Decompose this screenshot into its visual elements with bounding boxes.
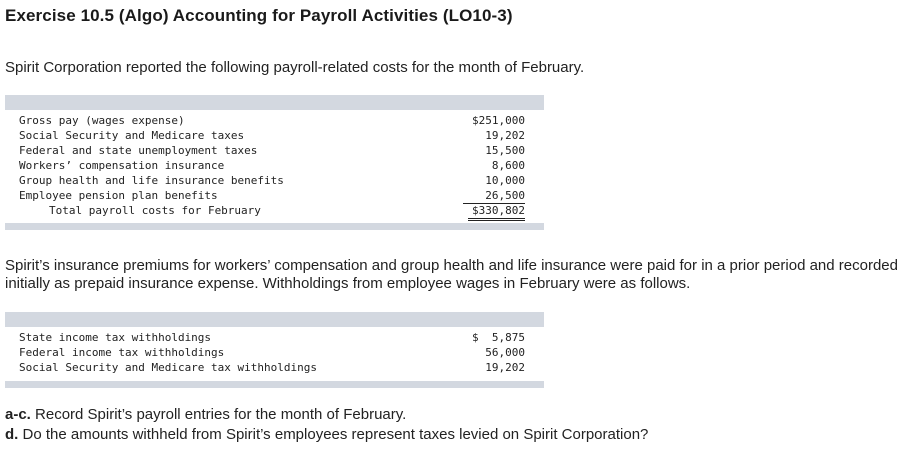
- table-row: [5, 113, 544, 128]
- payroll-costs-table: [5, 95, 544, 230]
- row-amount: 8,600: [491, 159, 525, 172]
- middle-paragraph: Spirit’s insurance premiums for workers’ compensation and group health and life insurance were paid for in a prior period and recorded initially as prepaid insurance expense. Withholdings from employee wages in February were as follows.: [5, 257, 898, 292]
- question-text: Do the amounts withheld from Spirit’s employees represent taxes levied on Spirit Corporation?: [18, 426, 649, 443]
- table-header-bar: [5, 312, 544, 327]
- row-amount: 19,202: [485, 129, 525, 142]
- table-footer-bar: [5, 223, 544, 230]
- question-a-c: [5, 406, 406, 424]
- table-row: [5, 143, 544, 158]
- row-label: Gross pay (wages expense): [19, 114, 185, 127]
- table-row: [5, 158, 544, 173]
- row-amount: 10,000: [485, 174, 525, 187]
- table-row: [5, 360, 544, 375]
- question-d: [5, 426, 648, 444]
- question-text: Record Spirit’s payroll entries for the month of February.: [30, 406, 407, 423]
- row-label: Social Security and Medicare tax withholdings: [19, 361, 318, 374]
- table-row: [5, 330, 544, 345]
- table-row: [5, 128, 544, 143]
- row-amount: 26,500: [463, 188, 525, 204]
- total-row: [5, 203, 544, 218]
- question-letter: d.: [5, 426, 19, 443]
- table-footer-bar: [5, 381, 544, 388]
- table-header-bar: [5, 95, 544, 110]
- total-label: Total payroll costs for February: [49, 204, 261, 217]
- question-letter: a-c.: [5, 406, 31, 423]
- row-amount: $251,000: [472, 114, 525, 127]
- total-amount: $330,802: [468, 203, 525, 221]
- row-amount: 56,000: [485, 346, 525, 359]
- row-label: Workers’ compensation insurance: [19, 159, 225, 172]
- row-amount: 15,500: [485, 144, 525, 157]
- row-label: Employee pension plan benefits: [19, 189, 218, 202]
- row-label: Federal and state unemployment taxes: [19, 144, 258, 157]
- row-amount: 19,202: [485, 361, 525, 374]
- page-title: Exercise 10.5 (Algo) Accounting for Payroll Activities (LO10-3): [5, 6, 513, 25]
- row-label: Group health and life insurance benefits: [19, 174, 284, 187]
- row-amount: $ 5,875: [472, 331, 525, 344]
- table-row: [5, 188, 544, 203]
- row-label: State income tax withholdings: [19, 331, 212, 344]
- row-label: Social Security and Medicare taxes: [19, 129, 245, 142]
- table-row: [5, 345, 544, 360]
- intro-paragraph: Spirit Corporation reported the following payroll-related costs for the month of February.: [5, 59, 585, 76]
- table-row: [5, 173, 544, 188]
- withholdings-table: [5, 312, 544, 388]
- row-label: Federal income tax withholdings: [19, 346, 225, 359]
